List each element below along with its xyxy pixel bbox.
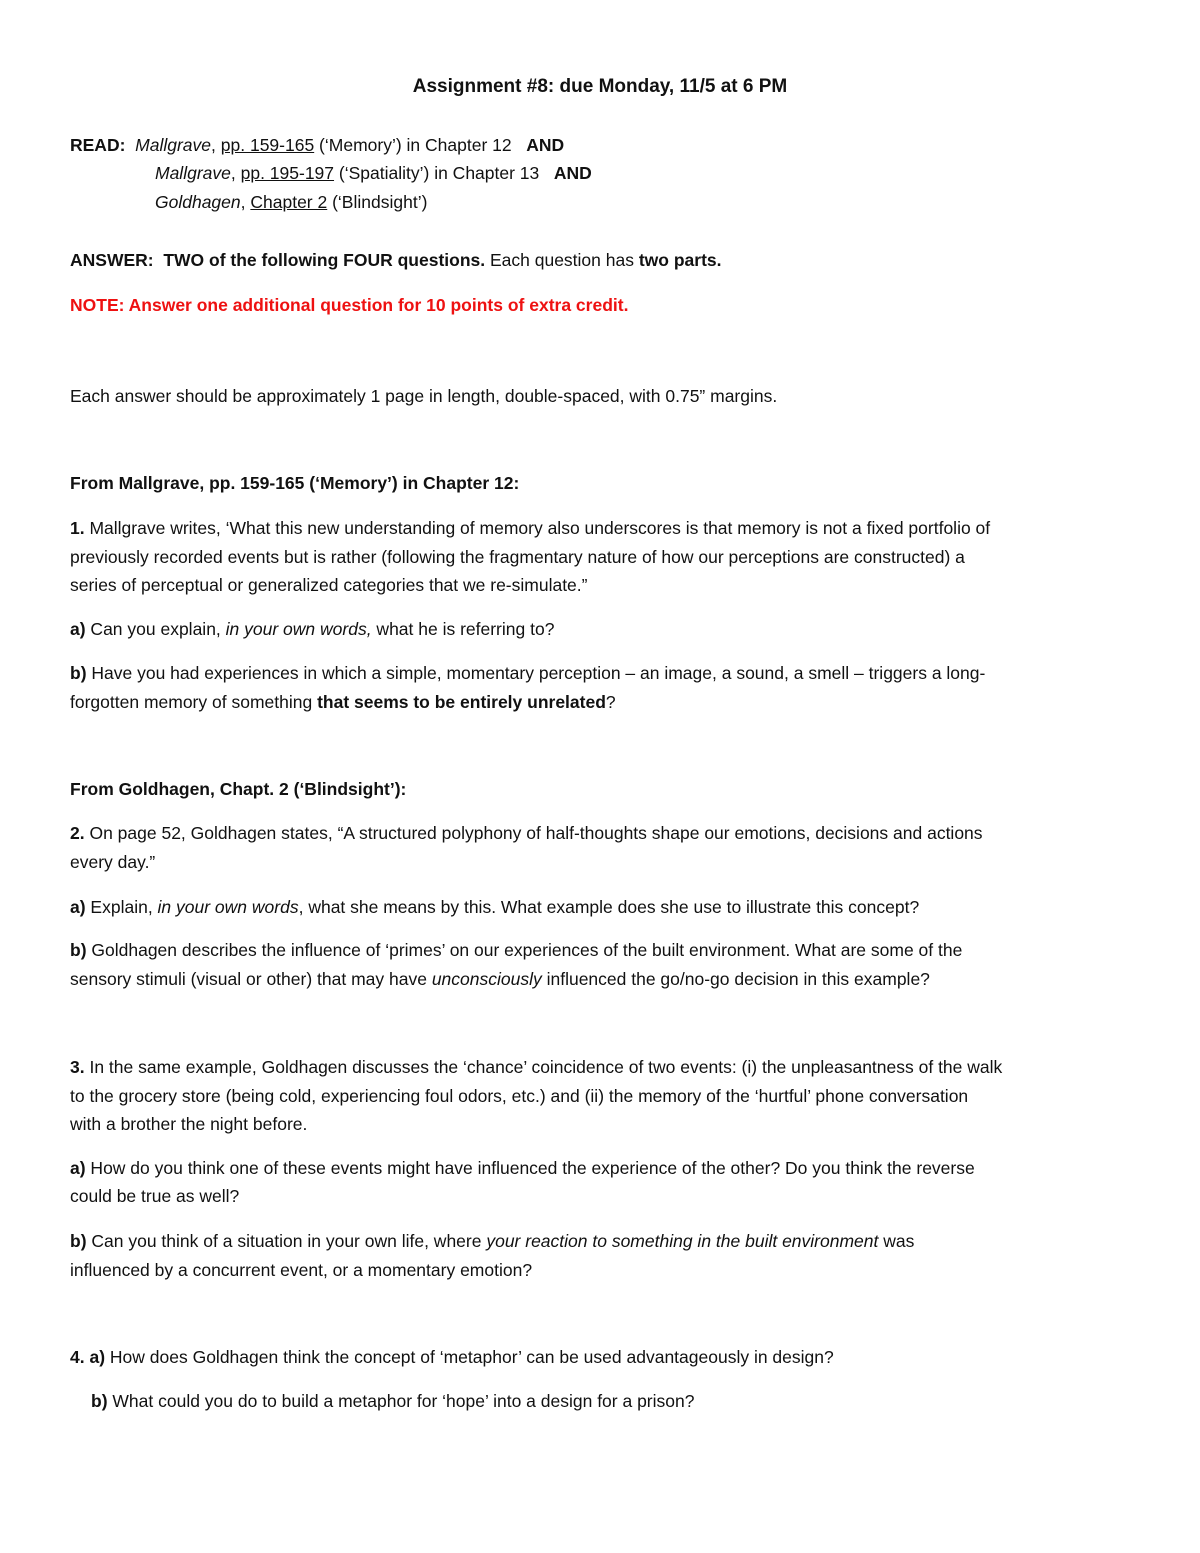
q1b-bold: that seems to be entirely unrelated (317, 692, 606, 712)
q4a-label: a) (89, 1347, 106, 1367)
q3a-line-2: could be true as well? (70, 1186, 240, 1206)
q2b-text-1: Goldhagen describes the influence of ‘primes’ on our experiences of the built environment. What are some of the (86, 940, 963, 960)
q1a-post: what he is referring to? (371, 619, 555, 639)
q1a-line (70, 617, 554, 641)
q4b-label: b) (91, 1391, 108, 1411)
q3b-pre: Can you think of a situation in your own life, where (86, 1231, 487, 1251)
q3b-ital: your reaction to something in the built environment (486, 1231, 879, 1251)
q2b-ital: unconsciously (431, 969, 542, 989)
read-author-1: Mallgrave (135, 135, 212, 155)
q3-text-1: In the same example, Goldhagen discusses the ‘chance’ coincidence of two events: (i) the unpleasantness of the walk (84, 1057, 1003, 1077)
q2a-line (70, 895, 919, 919)
answer-line (70, 248, 722, 272)
q2-line-1 (70, 821, 983, 845)
q3a-text-1: How do you think one of these events might have influenced the experience of the other? Do you think the reverse (85, 1158, 975, 1178)
read-conj-2: AND (553, 163, 592, 183)
read-pages-2: pp. 195-197 (240, 163, 335, 183)
q3a-label: a) (70, 1158, 86, 1178)
q4b-line (91, 1389, 694, 1413)
q3-line-3: with a brother the night before. (70, 1114, 308, 1134)
read-line-3: Goldhagen, Chapter 2 (‘Blindsight’) (155, 192, 428, 212)
q3b-label: b) (70, 1231, 87, 1251)
read-conj-1: AND (526, 135, 565, 155)
q2a-pre: Explain, (85, 897, 158, 917)
q2-line-2: every day.” (70, 852, 156, 872)
read-rest-3: (‘Blindsight’) (327, 192, 428, 212)
read-author-3: Goldhagen (155, 192, 241, 212)
q3b-line-2: influenced by a concurrent event, or a momentary emotion? (70, 1260, 533, 1280)
answer-bold-end: two parts. (638, 250, 722, 270)
q1b-label: b) (70, 663, 87, 683)
section-heading-mallgrave: From Mallgrave, pp. 159-165 (‘Memory’) in Chapter 12: (70, 473, 520, 493)
q2-number: 2. (70, 823, 85, 843)
read-rest-1: (‘Memory’) in Chapter 12 (314, 135, 512, 155)
read-pages-1: pp. 159-165 (220, 135, 315, 155)
read-author-2: Mallgrave (155, 163, 231, 183)
q1-line-2: previously recorded events but is rather (following the fragmentary nature of how our perceptions are constructed) a (70, 547, 965, 567)
q2b-post: influenced the go/no-go decision in this example? (541, 969, 930, 989)
length-note: Each answer should be approximately 1 page in length, double-spaced, with 0.75” margins. (70, 386, 778, 406)
q3b-post: was (878, 1231, 915, 1251)
read-rest-2: (‘Spatiality’) in Chapter 13 (334, 163, 540, 183)
q3-number: 3. (70, 1057, 85, 1077)
q3b-line-1 (70, 1229, 914, 1253)
q3-line-2: to the grocery store (being cold, experiencing foul odors, etc.) and (ii) the memory of the ‘hurtful’ phone conversation (70, 1086, 969, 1106)
q2b-pre: sensory stimuli (visual or other) that may have (70, 969, 432, 989)
q3a-line-1 (70, 1156, 975, 1180)
section-heading-goldhagen: From Goldhagen, Chapt. 2 (‘Blindsight’): (70, 779, 407, 799)
q2b-line-1 (70, 938, 962, 962)
q4a-text: How does Goldhagen think the concept of ‘metaphor’ can be used advantageously in design? (105, 1347, 834, 1367)
answer-mid: Each question has (485, 250, 639, 270)
q3-line-1 (70, 1055, 1002, 1079)
read-line-2: Mallgrave, pp. 195-197 (‘Spatiality’) in Chapter 13 AND (155, 163, 592, 183)
q2a-post: , what she means by this. What example does she use to illustrate this concept? (298, 897, 920, 917)
q1a-label: a) (70, 619, 86, 639)
q1b-post: ? (605, 692, 616, 712)
q4a-line (70, 1345, 834, 1369)
q4b-text: What could you do to build a metaphor for ‘hope’ into a design for a prison? (107, 1391, 695, 1411)
q1a-ital: in your own words, (225, 619, 372, 639)
q1-line-3: series of perceptual or generalized categories that we re-simulate.” (70, 575, 588, 595)
q1b-pre: forgotten memory of something (70, 692, 318, 712)
q1a-pre: Can you explain, (85, 619, 226, 639)
q1b-text-1: Have you had experiences in which a simple, momentary perception – an image, a sound, a smell – triggers a long- (86, 663, 986, 683)
q1b-line-1 (70, 661, 985, 685)
q1-line-1 (70, 516, 990, 540)
read-line-1: READ: Mallgrave, pp. 159-165 (‘Memory’) in Chapter 12 AND (70, 135, 565, 155)
extra-credit-note: NOTE: Answer one additional question for 10 points of extra credit. (70, 295, 629, 315)
read-pages-3: Chapter 2 (250, 192, 328, 212)
read-label: READ: (70, 135, 126, 155)
q2b-line-2 (70, 967, 930, 991)
answer-bold: TWO of the following FOUR questions. (163, 250, 486, 270)
q2a-ital: in your own words (157, 897, 299, 917)
page-title: Assignment #8: due Monday, 11/5 at 6 PM (412, 76, 788, 97)
q1b-line-2 (70, 690, 616, 714)
q1-number: 1. (70, 518, 85, 538)
q2b-label: b) (70, 940, 87, 960)
q2-text-1: On page 52, Goldhagen states, “A structured polyphony of half-thoughts shape our emotions, decisions and actions (84, 823, 983, 843)
q4-number: 4. (70, 1347, 85, 1367)
q1-text-1: Mallgrave writes, ‘What this new understanding of memory also underscores is that memory is not a fixed portfolio of (84, 518, 991, 538)
answer-label: ANSWER: (70, 250, 154, 270)
q2a-label: a) (70, 897, 86, 917)
